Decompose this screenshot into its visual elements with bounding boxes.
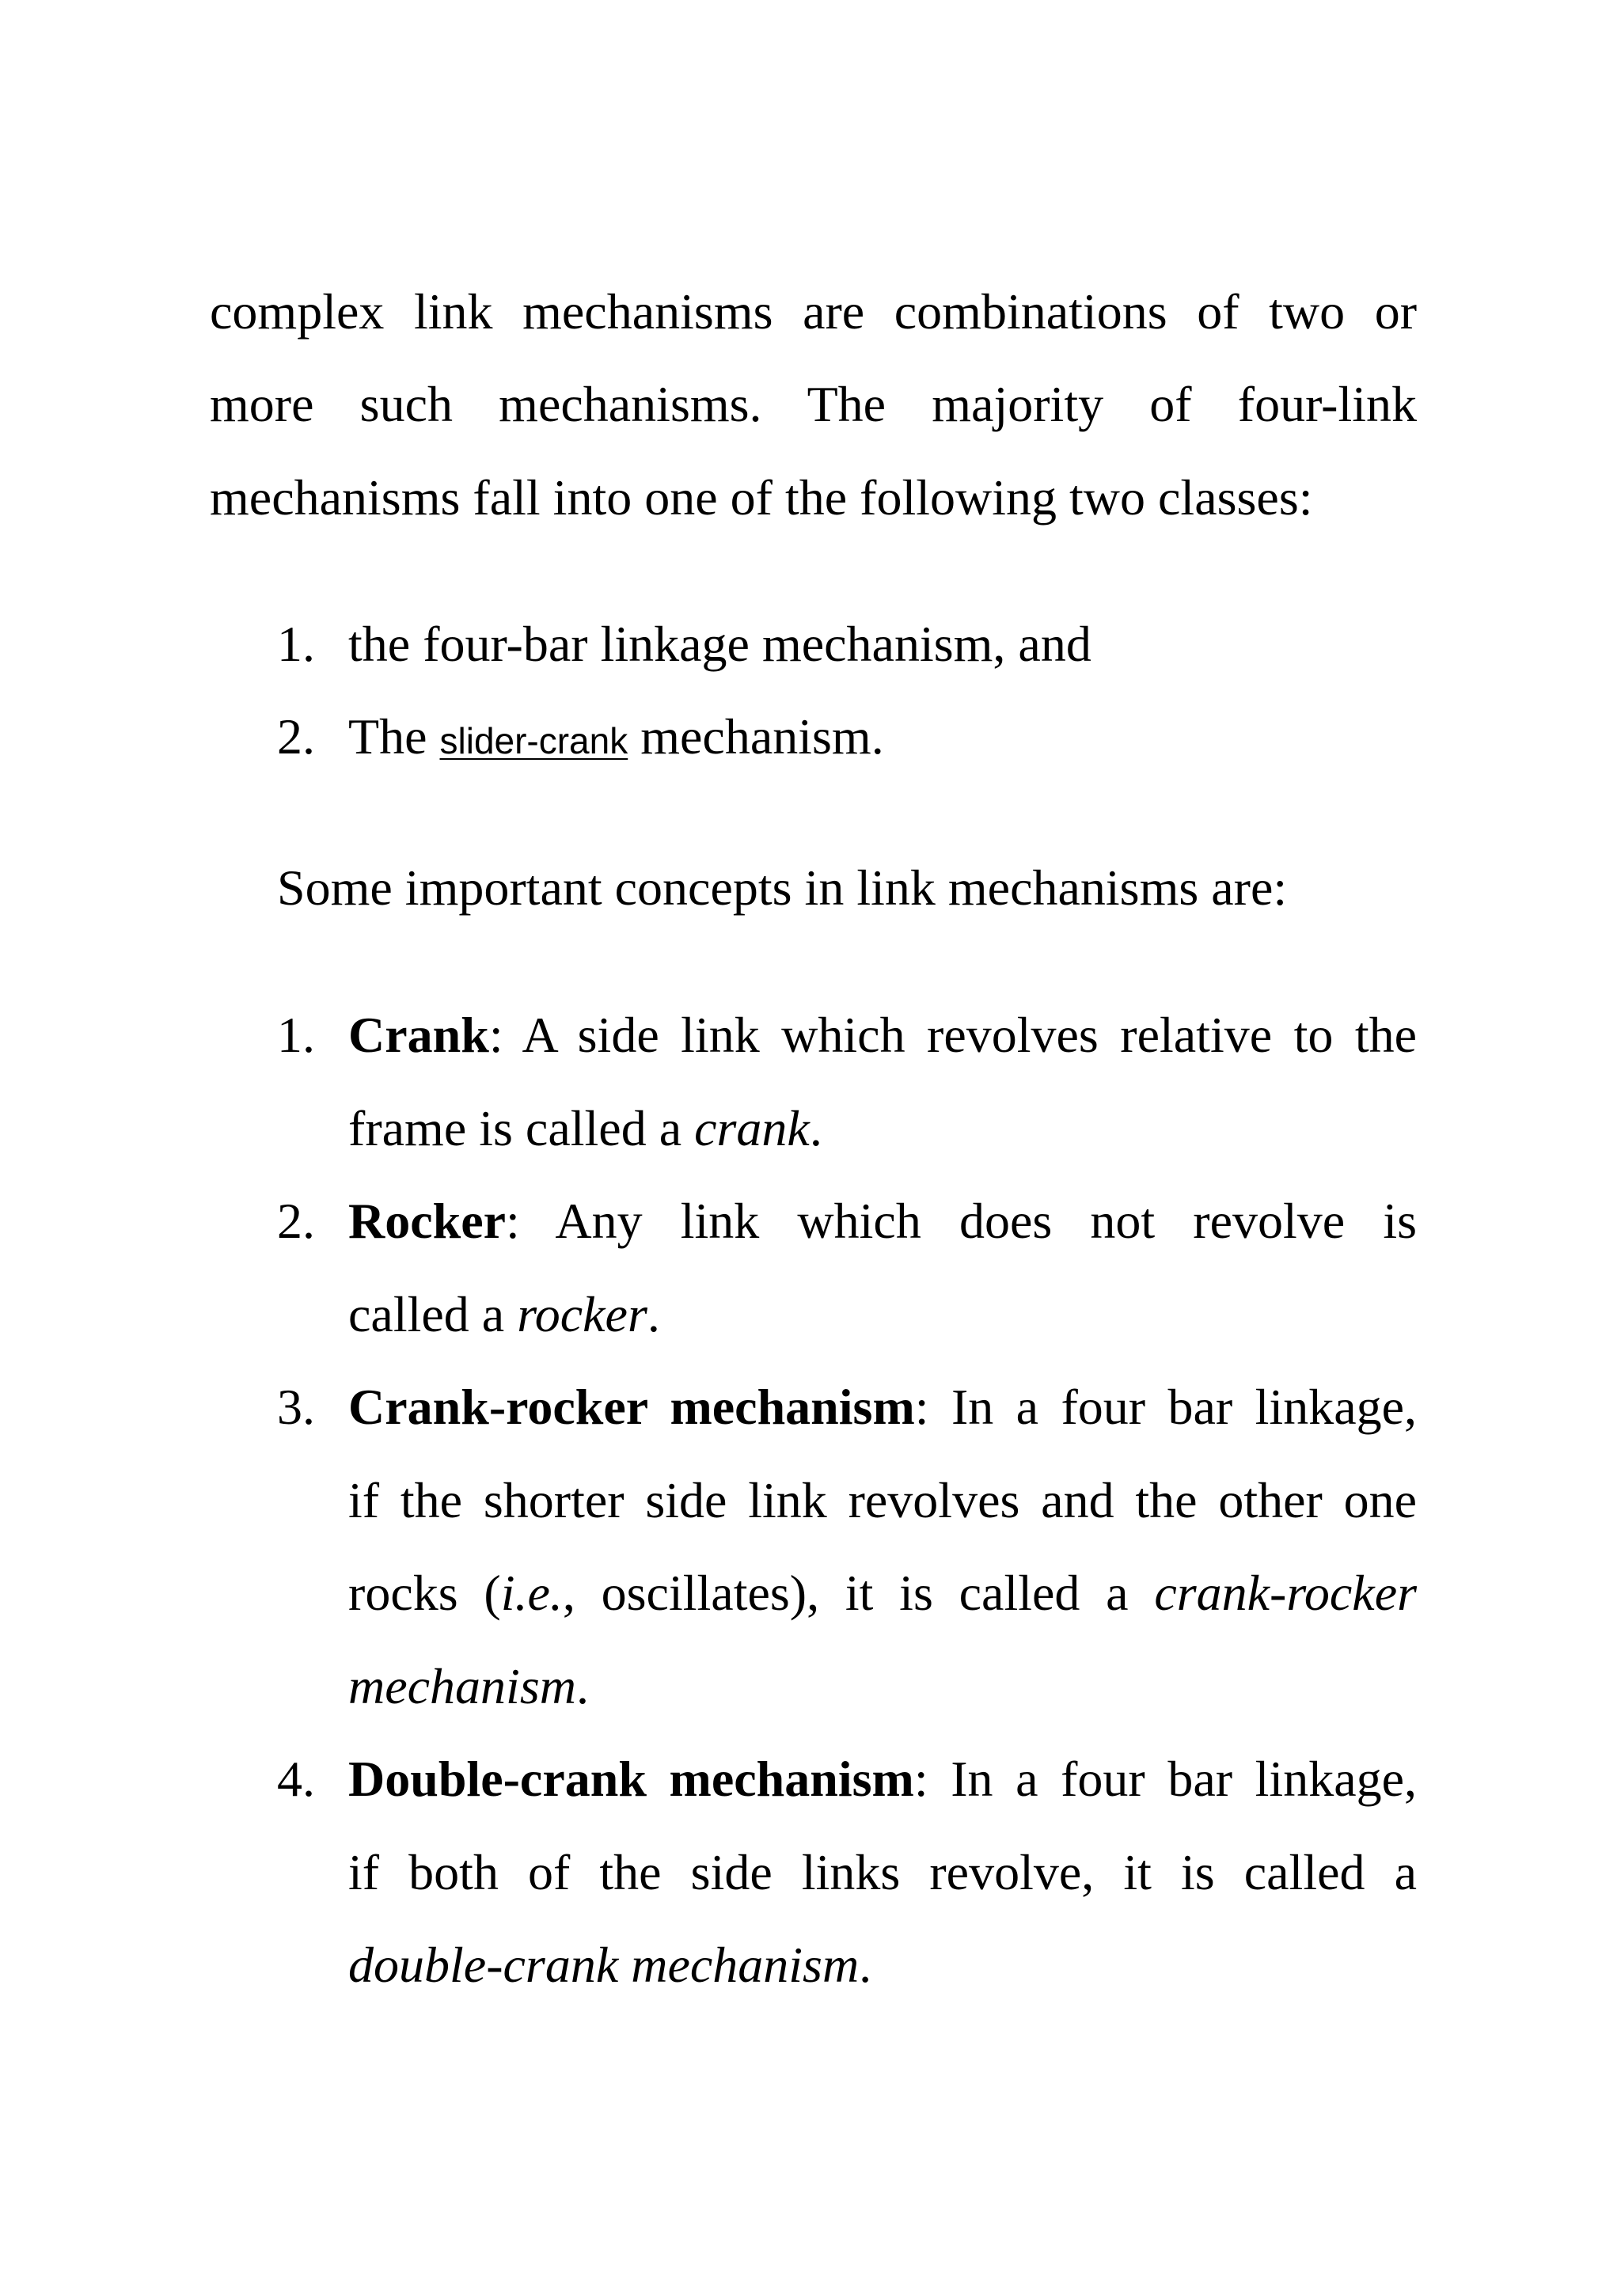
- concept-rocker-line-2: called a rocker.: [348, 1286, 660, 1342]
- class-number: 2.: [277, 708, 315, 765]
- concepts-heading: Some important concepts in link mechanisms are:: [277, 860, 1288, 916]
- concept-crank-rocker-line-2: if the shorter side link revolves and the other one: [348, 1472, 1417, 1528]
- concept-number: 3.: [277, 1379, 315, 1435]
- concept-crank-rocker-line-4: mechanism.: [348, 1658, 589, 1714]
- concept-double-crank-line-1: Double-crank mechanism: In a four bar linkage,: [348, 1751, 1417, 1807]
- intro-line-2: more such mechanisms. The majority of four-link: [210, 376, 1417, 432]
- concept-double-crank-line-3: double-crank mechanism.: [348, 1937, 872, 1993]
- class-number: 1.: [277, 616, 315, 672]
- class-suffix: mechanism.: [640, 708, 884, 765]
- slider-crank-term: slider-crank: [439, 720, 628, 761]
- concept-crank-rocker-line-3: rocks (i.e., oscillates), it is called a crank-rocker: [348, 1565, 1418, 1621]
- concept-crank-rocker-line-1: Crank-rocker mechanism: In a four bar linkage,: [348, 1379, 1417, 1435]
- concept-term: Double-crank mechanism: [348, 1751, 914, 1807]
- class-item-four-bar: the four-bar linkage mechanism, and: [348, 616, 1091, 672]
- concept-crank-line-1: Crank: A side link which revolves relative to the: [348, 1007, 1417, 1063]
- concept-term: Crank: [348, 1007, 489, 1063]
- concept-rocker-line-1: Rocker: Any link which does not revolve is: [348, 1193, 1417, 1249]
- concept-term: Crank-rocker mechanism: [348, 1379, 915, 1435]
- concept-number: 1.: [277, 1007, 315, 1063]
- concept-double-crank-line-2: if both of the side links revolve, it is called a: [348, 1844, 1417, 1900]
- concept-term: Rocker: [348, 1193, 507, 1249]
- class-item-slider-crank: [348, 708, 884, 766]
- concept-number: 4.: [277, 1751, 315, 1807]
- intro-line-3: mechanisms fall into one of the following two classes:: [210, 469, 1313, 526]
- concept-crank-line-2: frame is called a crank.: [348, 1100, 822, 1156]
- intro-line-1: complex link mechanisms are combinations of two or: [210, 283, 1417, 340]
- class-prefix: The: [348, 708, 427, 765]
- concept-number: 2.: [277, 1193, 315, 1249]
